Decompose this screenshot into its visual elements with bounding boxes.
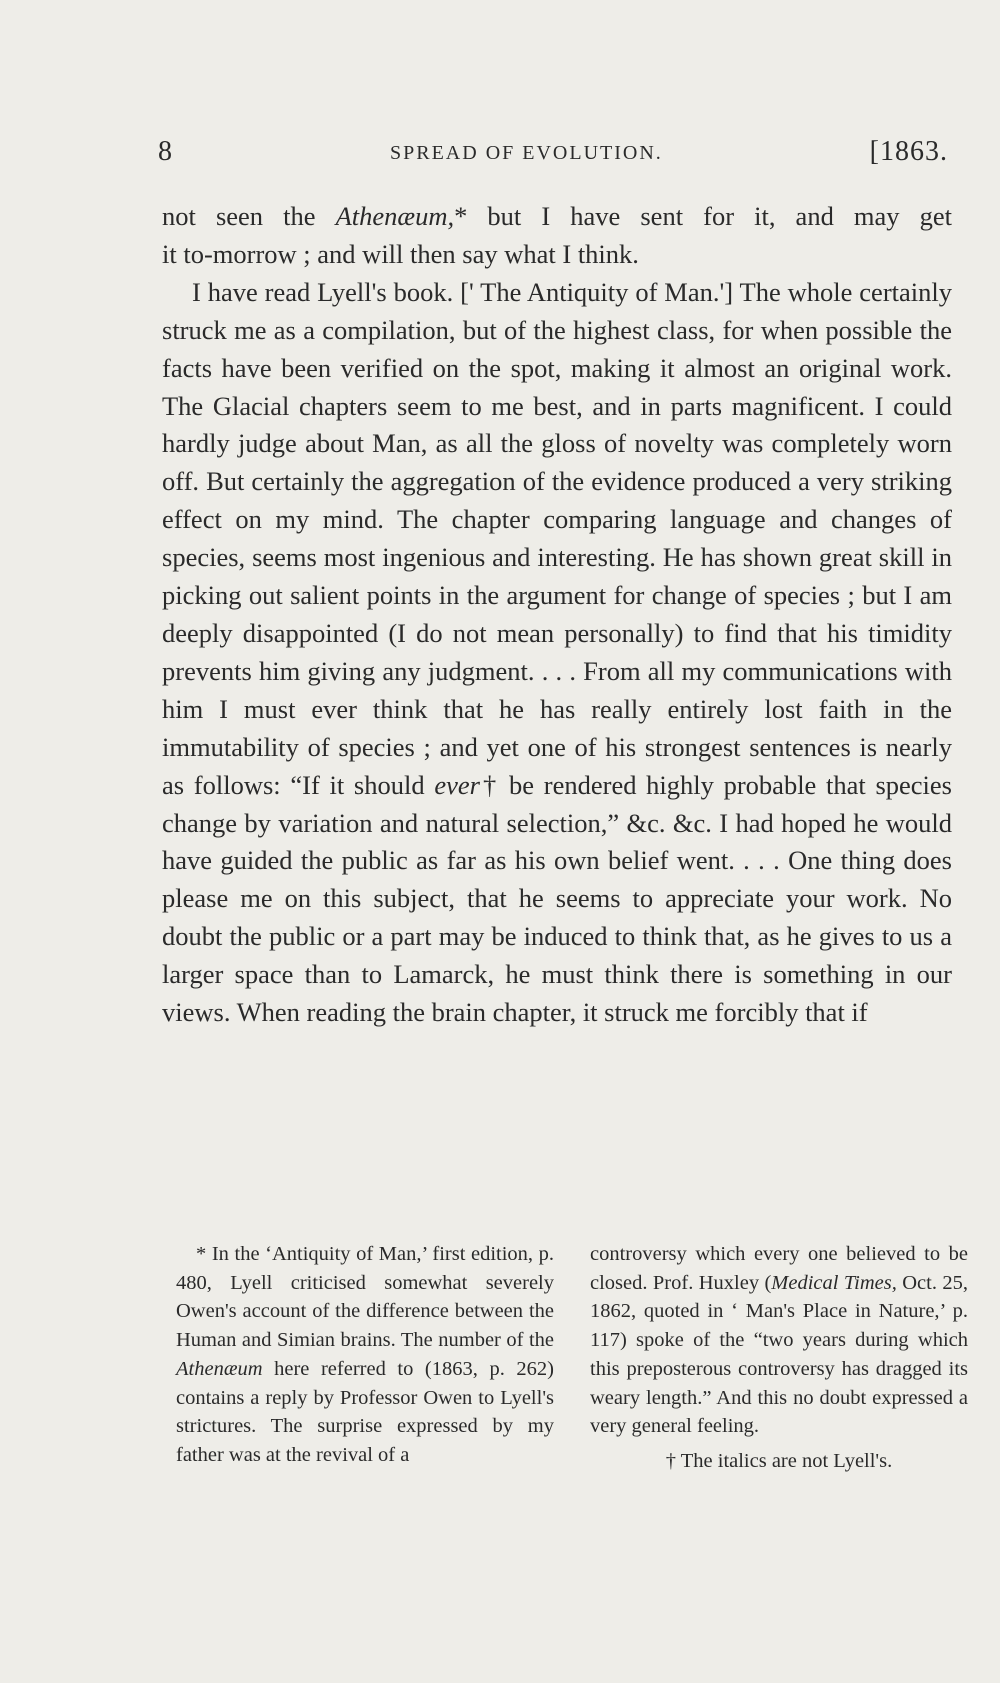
footnote-dagger: † The italics are not Lyell's. (665, 1449, 893, 1472)
italic-ever: ever (434, 769, 480, 800)
footnote-left-end: here referred to (1863, p. 262) contains a reply by Professor Owen to Lyell's strictures. The surprise expressed by my father was at the revival of a (176, 1357, 554, 1466)
body-line-2: it to-morrow ; and will then say what I think. (162, 238, 639, 269)
footnotes (176, 1240, 966, 1540)
footnote-athenaeum: Athenæum (176, 1357, 263, 1380)
body-line-1-end: * but I have sent for it, and may get (454, 201, 952, 231)
running-title: SPREAD OF EVOLUTION. (390, 142, 663, 164)
body-text (162, 198, 952, 1032)
footnote-continuation (590, 1240, 968, 1441)
paragraph-text-end: † be rendered highly probable that species change by variation and natural selection,” &c. &c. I had hoped he would have guided the public as far as his own belief went. . . . One thing does please me on this subject, that he seems to appreciate your work. No doubt the public or a part may be induced to think that, as he gives to us a larger space than to Lamarck, he must think there is something in our views. When reading the brain chapter, it struck me forcibly that if (162, 769, 952, 1028)
body-line-1 (162, 198, 952, 236)
body-line-1-start: not seen the (162, 201, 336, 231)
footnote-medical-times: Medical Times, (771, 1271, 897, 1294)
footnote-right-start: controversy which every one believed to be closed. Prof. Huxley ( (590, 1243, 968, 1294)
page-number: 8 (158, 136, 172, 167)
footnote-right-end: Oct. 25, 1862, quoted in ‘ Man's Place in Nature,’ p. 117) spoke of the “two years during which this preposterous controversy has dragged its weary length.” And this no doubt expressed a very general feeling. (590, 1271, 968, 1438)
footnote-left-start: * In the ‘Antiquity of Man,’ first edition, p. 480, Lyell criticised somewhat severely Owen's account of the difference between the Human and Simian brains. The number of the (176, 1243, 554, 1352)
footnote-column-left (176, 1240, 554, 1470)
paragraph-text-start: I have read Lyell's book. [' The Antiquity of Man.'] The whole certainly struck me as a compilation, but of the highest class, for when possible the facts have been verified on the spot, making it almost an original work. The Glacial chapters seem to me best, and in parts magnificent. I could hardly judge about Man, as all the gloss of novelty was completely worn off. But certainly the aggregation of the evidence produced a very striking effect on my mind. The chapter comparing language and changes of species, seems most ingenious and interesting. He has shown great skill in picking out salient points in the argument for change of species ; but I am deeply disappointed (I do not mean personally) to find that his timidity prevents him giving any judgment. . . . From all my communications with him I must ever think that he has really entirely lost faith in the immutability of species ; and yet one of his strongest sentences is nearly as follows: “If it should (162, 276, 952, 800)
running-year: [1863. (869, 136, 948, 167)
athenaeum-title: Athenæum, (335, 201, 455, 231)
footnote-column-right (590, 1240, 968, 1476)
body-paragraph (162, 274, 952, 1032)
footnote-asterisk (176, 1240, 554, 1470)
running-head (158, 136, 948, 176)
